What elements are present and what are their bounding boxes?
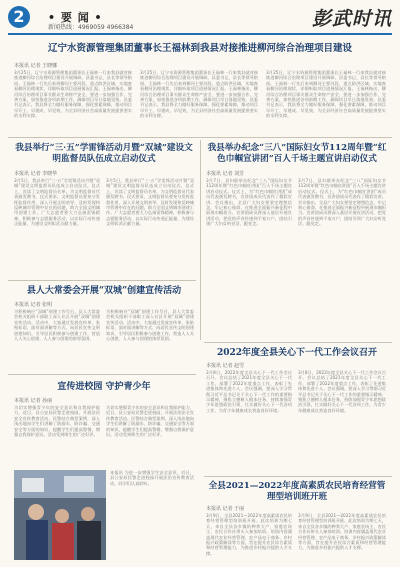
article-1-body-col1: 3月25日，辽宁水资源管理集团董事长王福林一行来我县就对接推进柳河综合治理项目建设开展调研。县委书记、县长等领导陪同。王福林一行先后来到柳河主要河段、重点防洪区域，实地查看柳河治理现状，详细听取项目进展情况汇报。王福林指出，柳河综合治理项目事关群众生命财产安全，要进一步加强合作，完善方案，加快推进各项前期工作，确保项目早日落地见效。县委书记表示，我县将全力做好服务保障，强化要素保障，推动项目早开工、早建成、早见效，为全县经济社会高质量发展提供坚实的水利支撑。 xyxy=(14,70,132,119)
article-7-title: 全县2021—2022年度高素质农民培育经营管理型培训班开班 xyxy=(208,481,386,502)
article-6-title: 2022年度全县关心下一代工作会议召开 xyxy=(216,348,378,358)
article-7-byline: 本报讯 记者 于丽 xyxy=(206,506,245,512)
divider xyxy=(204,342,392,343)
newspaper-logo: 彭武时讯 xyxy=(311,8,392,30)
column-divider xyxy=(200,140,201,340)
article-5-title: 我县举办纪念“三八”国际妇女节112周年暨“红色巾帼宣讲团”百人千场主题宣讲启动仪式 xyxy=(207,143,387,164)
article-6-byline: 本报讯 记者 赵雪 xyxy=(206,363,245,369)
page-number: 2 xyxy=(8,6,30,28)
masthead xyxy=(0,0,400,36)
divider xyxy=(8,374,196,375)
article-7-body-col2: 3月9日，全县2021—2022年度高素质农民培育经营管理型培训班开班。此次培训为期七天，来自全县各乡镇的种养大户、家庭农场主、农民合作社带头人参加培训。培训内容涵盖现代农业经营管理、农产品电子商务、乡村振兴政策解读等方面，旨在提升农民综合素质和经营管理能力，为推进乡村振兴提供人才支撑。 xyxy=(298,513,386,551)
article-6-body-col2: 3月8日，2022年度全县关心下一代工作会议召开。会议总结了2021年度全县关心下一代工作，部署了2022年度重点工作，表彰了先进集体和先进个人。会议强调，要深入学习贯彻习近平总书记关于关心下一代工作的重要指示精神，聚焦立德树人根本任务，持续加强青少年思想政治引领，扎实做好关心下一代各项工作，为青少年健康成长营造良好环境。 xyxy=(298,370,386,413)
divider xyxy=(204,476,392,477)
article-4-title: 宣传进校园 守护青少年 xyxy=(57,382,151,392)
article-5-body-col1: 3月7日，县妇联举办纪念“三八”国际妇女节112周年暨“红色巾帼宣讲团”百人千场主题宣讲启动仪式。仪式上，为“红色巾帼宣讲团”成员代表颁发聘书，宣讲团成员代表作了精彩宣讲。会议指出，全县广大妇女要坚定理想信念，牢记初心使命，在推进全面振兴新征程中展现巾帼担当。宣讲团成员将深入基层开展宣讲活动，把党的声音传递到千家万户，团结引领广大妇女听党话、跟党走。 xyxy=(206,178,292,227)
divider xyxy=(8,137,392,138)
article-1-body-col2: 3月25日，辽宁水资源管理集团董事长王福林一行来我县就对接推进柳河综合治理项目建设开展调研。县委书记、县长等领导陪同。王福林一行先后来到柳河主要河段、重点防洪区域，实地查看柳河治理现状，详细听取项目进展情况汇报。王福林指出，柳河综合治理项目事关群众生命财产安全，要进一步加强合作，完善方案，加快推进各项前期工作，确保项目早日落地见效。县委书记表示，我县将全力做好服务保障，强化要素保障，推动项目早开工、早建成、早见效，为全县经济社会高质量发展提供坚实的水利支撑。 xyxy=(140,70,258,119)
article-2-title: 我县举行“三·五”学雷锋活动月暨“双城”建设文明监督员队伍成立启动仪式 xyxy=(15,143,193,164)
article-2-byline: 本报讯 记者 李晓华 xyxy=(14,171,58,177)
photo-caption: 本报讯 为进一步增强学生安全意识，近日，县公安局民警走进校园开展法治宣传教育活动，同学们认真聆听。 xyxy=(110,470,194,486)
hotline-meta: 新闻热线：4969059 4966384 xyxy=(48,24,134,31)
article-3-byline: 本报讯 记者 张明 xyxy=(14,302,53,308)
article-3-body-col1: 为积极响应“双城”创建工作号召，县人大常委会机关组织干部职工深入社区开展“双城”创建宣传活动。活动中，大家通过发放宣传单、张贴标语、面对面讲解等方式，向居民宣传文明创建知识，引导居民积极参与创建工作，营造人人关心创建、人人参与创建的浓厚氛围。 xyxy=(14,309,100,342)
article-2-body-col1: 3月5日，我县举行“三·五”学雷锋活动月暨“双城”建设文明监督员队伍成立启动仪式。仪式上，宣读了文明监督员名单，为文明监督员代表颁发聘书。仪式要求，文明监督员要充分发挥监督作用，深入开展文明劝导，及时发现和反映城市管理中存在的问题，助力全国文明城市创建工作。广大志愿者要大力弘扬雷锋精神，积极参与志愿服务活动，以实际行动传递正能量，为建设文明彰武贡献力量。 xyxy=(14,178,100,227)
divider xyxy=(8,280,196,281)
article-5-byline: 本报讯 记者 刘芳 xyxy=(206,171,245,177)
article-4-byline: 本报讯 记者 孙丽 xyxy=(14,398,53,404)
article-7-body-col1: 3月9日，全县2021—2022年度高素质农民培育经营管理型培训班开班。此次培训为期七天，来自全县各乡镇的种养大户、家庭农场主、农民合作社带头人参加培训。培训内容涵盖现代农业经营管理、农产品电子商务、乡村振兴政策解读等方面，旨在提升农民综合素质和经营管理能力，为推进乡村振兴提供人才支撑。 xyxy=(206,513,292,556)
header-rule xyxy=(8,33,392,35)
article-5-body-col2: 3月7日，县妇联举办纪念“三八”国际妇女节112周年暨“红色巾帼宣讲团”百人千场主题宣讲启动仪式。仪式上，为“红色巾帼宣讲团”成员代表颁发聘书，宣讲团成员代表作了精彩宣讲。会议指出，全县广大妇女要坚定理想信念，牢记初心使命，在推进全面振兴新征程中展现巾帼担当。宣讲团成员将深入基层开展宣讲活动，把党的声音传递到千家万户，团结引领广大妇女听党话、跟党走。 xyxy=(298,178,386,227)
article-3-title: 县人大常委会开展“双城”创建宣传活动 xyxy=(26,286,182,296)
article-3-body-col2: 为积极响应“双城”创建工作号召，县人大常委会机关组织干部职工深入社区开展“双城”创建宣传活动。活动中，大家通过发放宣传单、张贴标语、面对面讲解等方式，向居民宣传文明创建知识，引导居民积极参与创建工作，营造人人关心创建、人人参与创建的浓厚氛围。 xyxy=(106,309,194,342)
article-1-byline: 本报讯 记者 王晓娜 xyxy=(14,63,58,69)
article-6-body-col1: 3月8日，2022年度全县关心下一代工作会议召开。会议总结了2021年度全县关心下一代工作，部署了2022年度重点工作，表彰了先进集体和先进个人。会议强调，要深入学习贯彻习近平总书记关于关心下一代工作的重要指示精神，聚焦立德树人根本任务，持续加强青少年思想政治引领，扎实做好关心下一代各项工作，为青少年健康成长营造良好环境。 xyxy=(206,370,292,413)
news-photo xyxy=(14,470,106,560)
article-4-body-col2: 为切实增强青少年的安全意识和自我保护能力，近日，县公安局民警走进校园，开展法治安全宣传教育活动。民警结合典型案例，深入浅出地向学生们讲解了防溺水、防诈骗、交通安全等方面的知识，提醒学生们提高警惕，增强自我保护意识。活动受到师生的广泛好评。 xyxy=(106,405,194,438)
article-2-body-col2: 3月5日，我县举行“三·五”学雷锋活动月暨“双城”建设文明监督员队伍成立启动仪式。仪式上，宣读了文明监督员名单，为文明监督员代表颁发聘书。仪式要求，文明监督员要充分发挥监督作用，深入开展文明劝导，及时发现和反映城市管理中存在的问题，助力全国文明城市创建工作。广大志愿者要大力弘扬雷锋精神，积极参与志愿服务活动，以实际行动传递正能量，为建设文明彰武贡献力量。 xyxy=(106,178,194,227)
article-1-title: 辽宁水资源管理集团董事长王福林到我县对接推进柳河综合治理项目建设 xyxy=(47,43,352,54)
article-4-body-col1: 为切实增强青少年的安全意识和自我保护能力，近日，县公安局民警走进校园，开展法治安全宣传教育活动。民警结合典型案例，深入浅出地向学生们讲解了防溺水、防诈骗、交通安全等方面的知识，提醒学生们提高警惕，增强自我保护意识。活动受到师生的广泛好评。 xyxy=(14,405,100,438)
section-title: • 要 闻 • xyxy=(48,11,103,24)
article-1-body-col3: 3月25日，辽宁水资源管理集团董事长王福林一行来我县就对接推进柳河综合治理项目建设开展调研。县委书记、县长等领导陪同。王福林一行先后来到柳河主要河段、重点防洪区域，实地查看柳河治理现状，详细听取项目进展情况汇报。王福林指出，柳河综合治理项目事关群众生命财产安全，要进一步加强合作，完善方案，加快推进各项前期工作，确保项目早日落地见效。县委书记表示，我县将全力做好服务保障，强化要素保障，推动项目早开工、早建成、早见效，为全县经济社会高质量发展提供坚实的水利支撑。 xyxy=(266,70,386,119)
